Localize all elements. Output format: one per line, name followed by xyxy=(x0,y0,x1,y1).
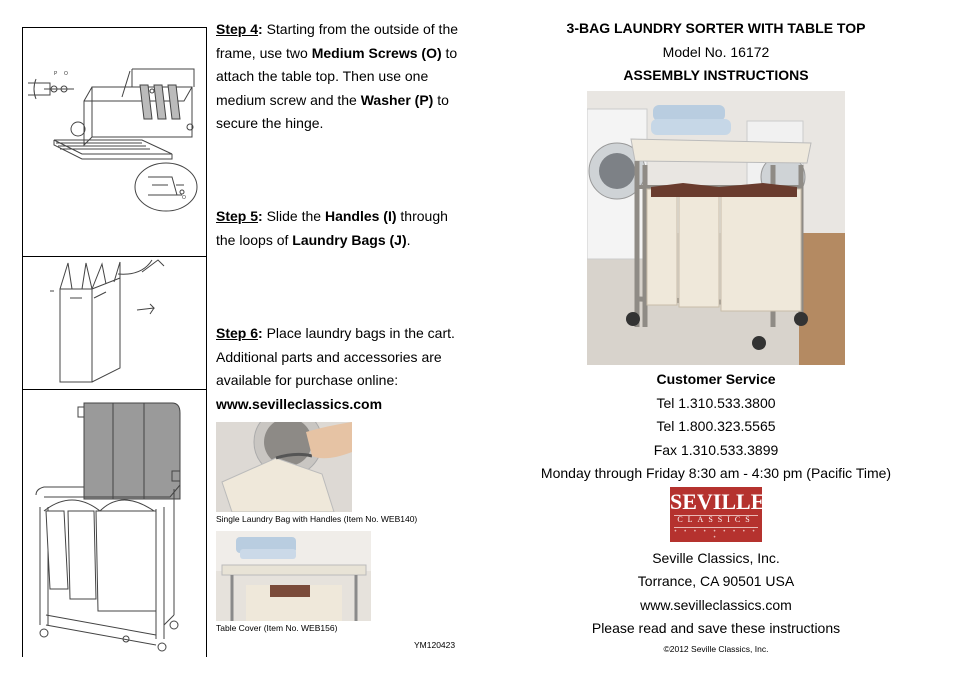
step-5-text: Step 5: Slide the Handles (I) through the loops of Laundry Bags (J). xyxy=(216,208,448,248)
accessory-caption: Single Laundry Bag with Handles (Item No. WEB140) xyxy=(216,514,418,524)
logo-subtitle: CLASSICS xyxy=(677,515,755,524)
step-5-segment: Slide the xyxy=(266,208,325,224)
svg-text:O: O xyxy=(64,71,68,77)
service-hours: Monday through Friday 8:30 am - 4:30 pm (Pacific Time) xyxy=(540,465,892,481)
step-4-segment: to secure the hinge. xyxy=(216,91,449,131)
diagram-column xyxy=(22,27,207,657)
step-5-segment: through the loops of xyxy=(216,208,448,248)
table-cover-accessory-photo xyxy=(216,531,371,621)
company-website[interactable]: www.sevilleclassics.com xyxy=(640,597,792,613)
phone-2: Tel 1.800.323.5565 xyxy=(656,418,776,434)
seville-classics-logo: SEVILLE CLASSICS • • • • • • • • • • xyxy=(670,489,766,541)
step-4-segment: Starting from the outside of the frame, use two xyxy=(216,21,459,61)
customer-service-heading: Customer Service xyxy=(656,371,776,387)
step-4-text: Step 4: Starting from the outside of the frame, use two Medium Screws (O) to attach the table top. Then use one medium screw and the Washer (P) to secure the hinge. xyxy=(216,21,459,131)
company-address: Torrance, CA 90501 USA xyxy=(637,573,795,589)
step-5-segment: Laundry Bags (J) xyxy=(292,231,407,248)
laundry-bag-accessory-photo xyxy=(216,422,352,512)
company-name: Seville Classics, Inc. xyxy=(652,550,780,566)
step-6-text: Step 6: Place laundry bags in the cart. Additional parts and accessories are available for purchase online: www.sevilleclassics.com xyxy=(216,325,455,412)
step-5-segment: Handles (I) xyxy=(324,208,397,224)
step-4-number: Step 4 xyxy=(216,21,259,37)
model-number: Model No. 16172 xyxy=(662,44,770,60)
svg-text:P: P xyxy=(54,71,58,77)
svg-text:O: O xyxy=(182,195,186,201)
step-4-segment: Medium Screws (O) xyxy=(311,44,442,61)
logo-wordmark: SEVILLE xyxy=(670,489,766,514)
step6-diagram xyxy=(22,389,207,657)
step-5-number: Step 5 xyxy=(216,208,259,224)
document-code: YM120423 xyxy=(414,640,456,650)
step-4-segment: Washer (P) xyxy=(360,91,434,108)
step4-diagram xyxy=(22,27,207,256)
step-5-segment: . xyxy=(406,231,411,248)
accessory-caption: Table Cover (Item No. WEB156) xyxy=(216,623,338,633)
phone-1: Tel 1.310.533.3800 xyxy=(656,395,776,411)
step5-diagram xyxy=(22,256,207,389)
step-6-segment: Place laundry bags in the cart. Additional parts and accessories are available for purchase online: xyxy=(216,325,455,388)
step-4-segment: to attach the table top. Then use one medium screw and the xyxy=(216,44,458,108)
product-title: 3-BAG LAUNDRY SORTER WITH TABLE TOP xyxy=(566,20,866,36)
copyright: ©2012 Seville Classics, Inc. xyxy=(663,644,769,654)
step-6-website-link[interactable]: www.sevilleclassics.com xyxy=(216,395,383,412)
fax-number: Fax 1.310.533.3899 xyxy=(653,442,779,458)
save-instructions-notice: Please read and save these instructions xyxy=(591,620,841,636)
assembly-heading: ASSEMBLY INSTRUCTIONS xyxy=(623,67,809,83)
step-6-number: Step 6 xyxy=(216,325,259,341)
product-photo xyxy=(587,91,845,365)
